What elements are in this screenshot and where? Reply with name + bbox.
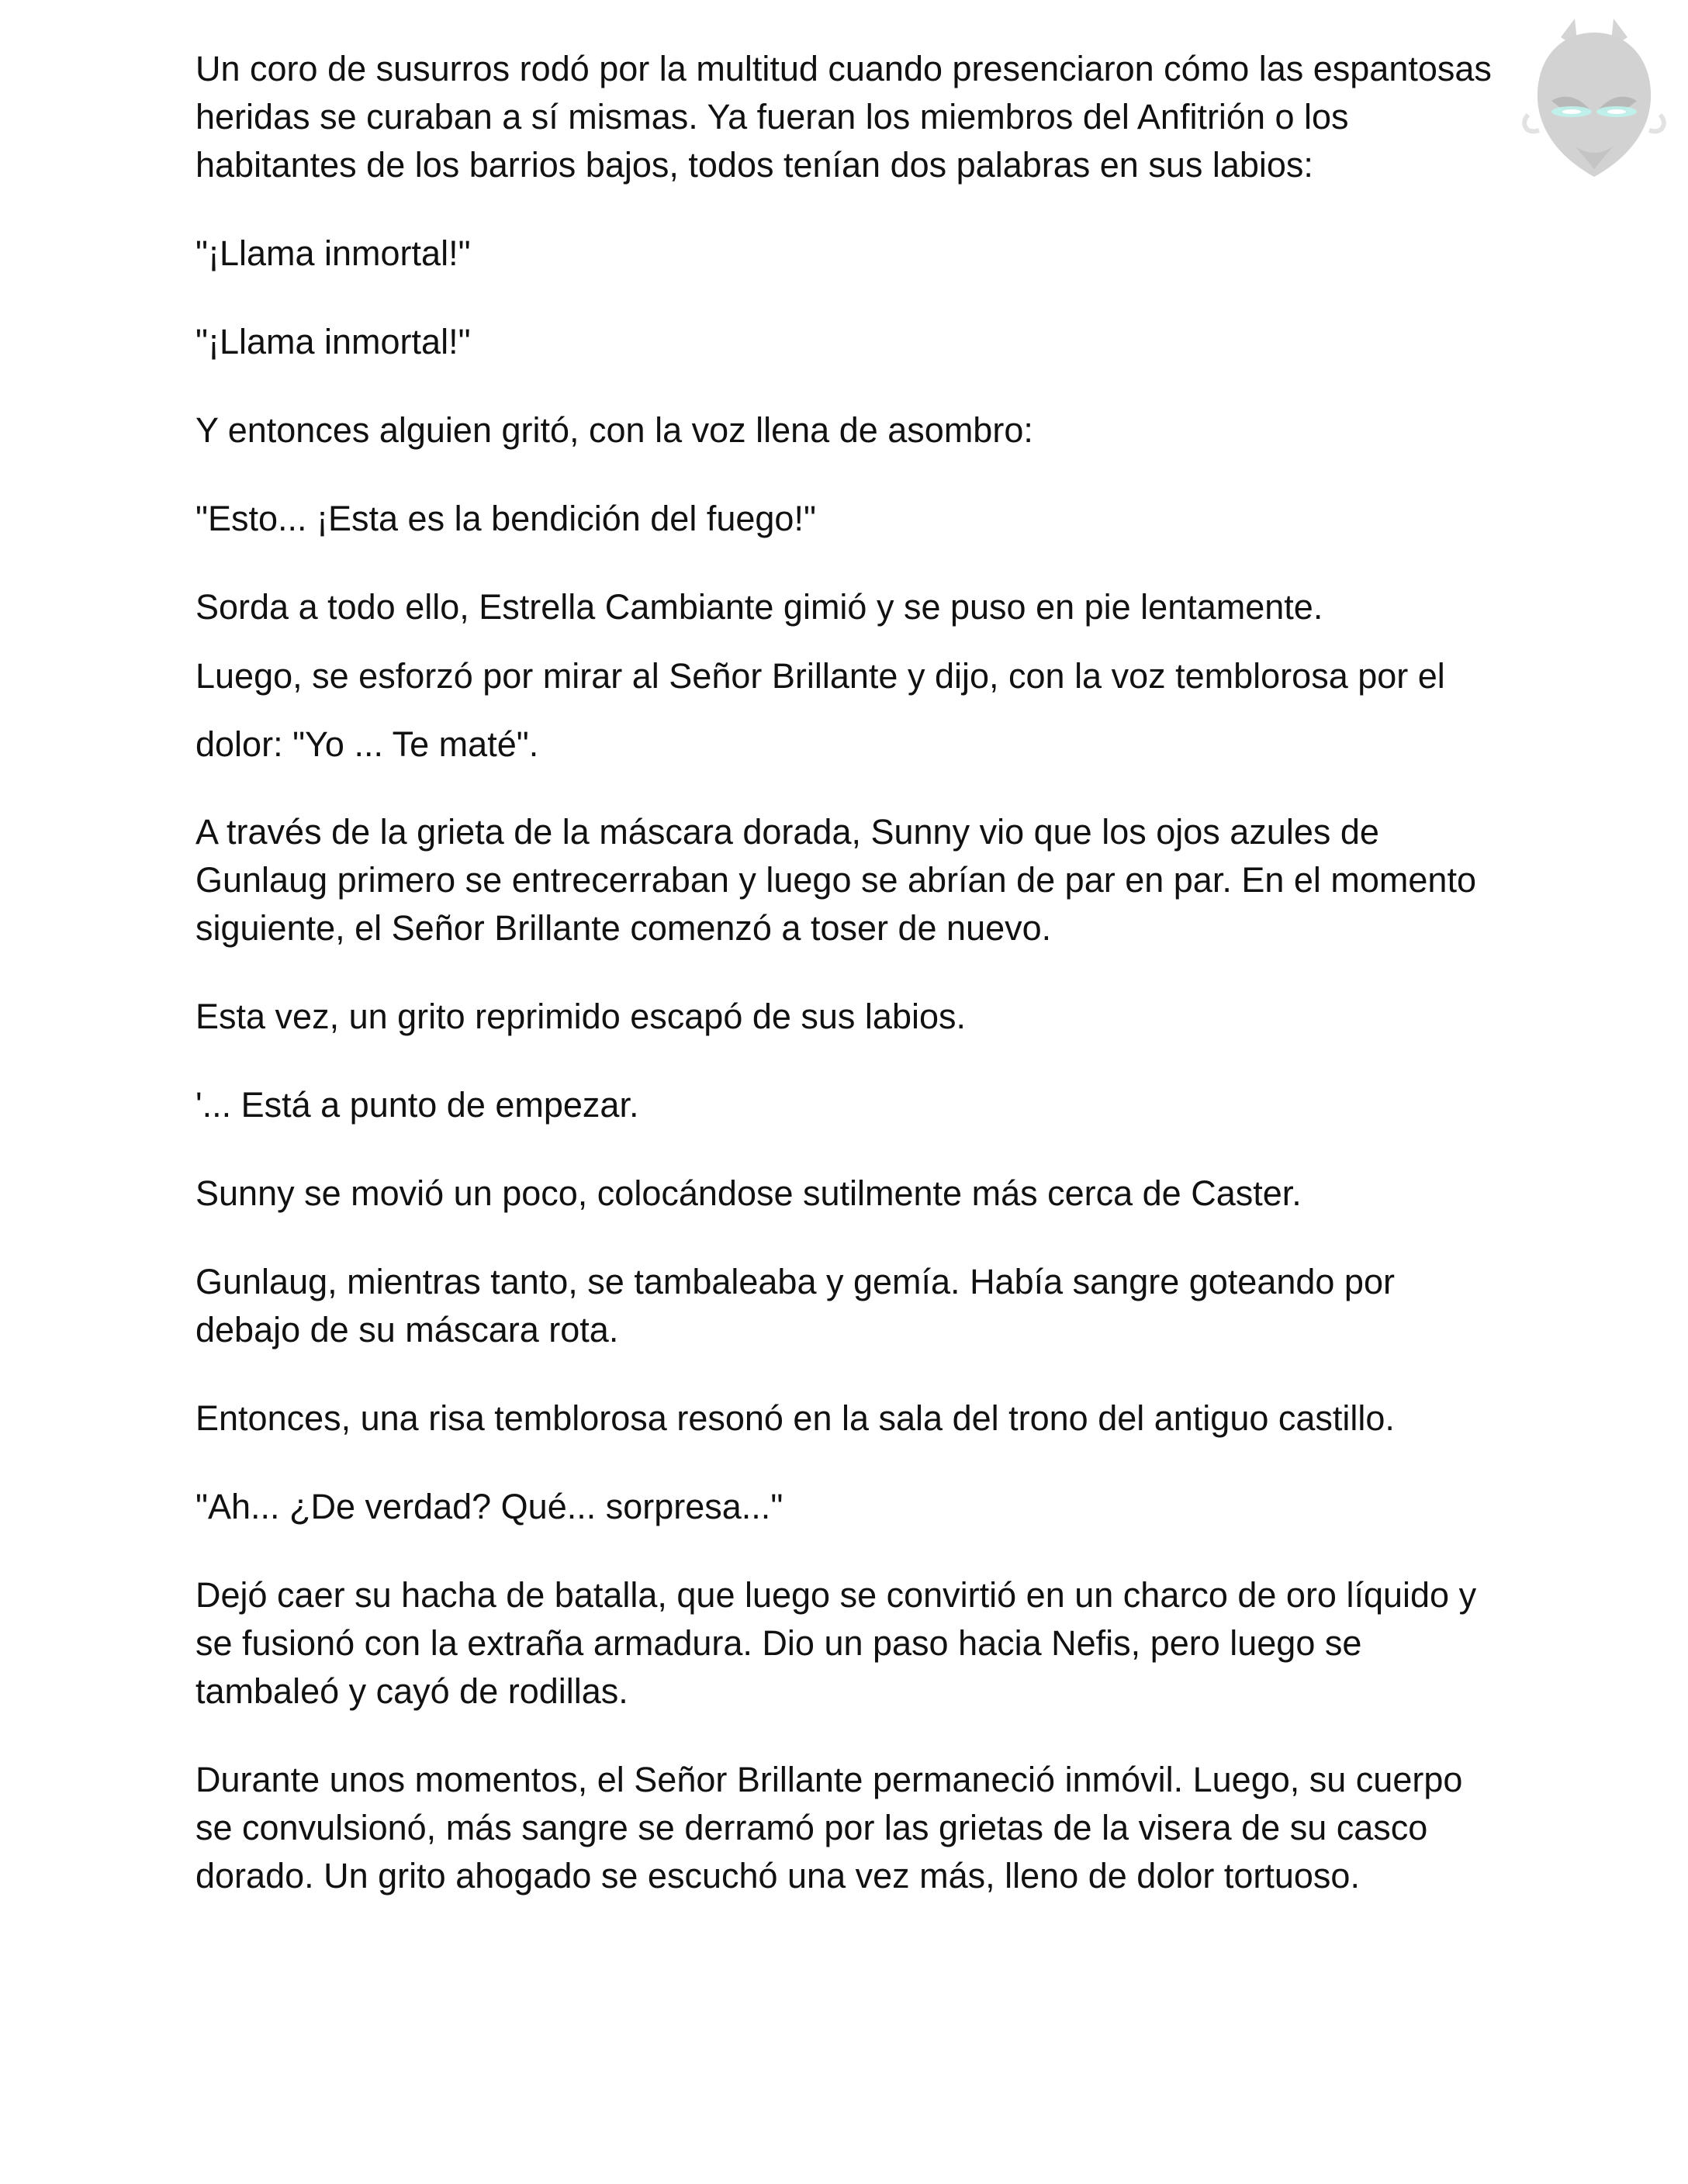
paragraph: Dejó caer su hacha de batalla, que luego se convirtió en un charco de oro líquido y se fusionó con la extraña armadura. Dio un paso hacia Nefis, pero luego se tambaleó y cayó de rodillas. <box>195 1575 1477 1711</box>
paragraph: "Esto... ¡Esta es la bendición del fuego!" <box>195 499 816 538</box>
paragraph: A través de la grieta de la máscara dorada, Sunny vio que los ojos azules de Gunlaug primero se entrecerraban y luego se abrían de par en par. En el momento siguiente, el Señor Brillante comenzó a toser de nuevo. <box>195 812 1476 948</box>
paragraph: '... Está a punto de empezar. <box>195 1085 639 1125</box>
paragraph: "¡Llama inmortal!" <box>195 233 471 273</box>
paragraph: Entonces, una risa temblorosa resonó en la sala del trono del antiguo castillo. <box>195 1398 1395 1438</box>
document-body <box>195 45 1499 1940</box>
demon-head-logo-icon <box>1520 14 1668 185</box>
paragraph: Esta vez, un grito reprimido escapó de sus labios. <box>195 997 967 1036</box>
paragraph: Gunlaug, mientras tanto, se tambaleaba y gemía. Había sangre goteando por debajo de su máscara rota. <box>195 1262 1395 1349</box>
paragraph: Sorda a todo ello, Estrella Cambiante gimió y se puso en pie lentamente. <box>195 587 1323 627</box>
paragraph: "Ah... ¿De verdad? Qué... sorpresa..." <box>195 1487 783 1526</box>
paragraph: Y entonces alguien gritó, con la voz llena de asombro: <box>195 410 1033 450</box>
paragraph: Luego, se esforzó por mirar al Señor Brillante y dijo, con la voz temblorosa por el dolor: "Yo ... Te maté". <box>195 656 1445 764</box>
paragraph: Durante unos momentos, el Señor Brillante permaneció inmóvil. Luego, su cuerpo se convulsionó, más sangre se derramó por las grietas de la visera de su casco dorado. Un grito ahogado se escuchó una vez más, lleno de dolor tortuoso. <box>195 1760 1463 1895</box>
paragraph: Sunny se movió un poco, colocándose sutilmente más cerca de Caster. <box>195 1173 1302 1213</box>
paragraph: "¡Llama inmortal!" <box>195 322 471 361</box>
paragraph: Un coro de susurros rodó por la multitud cuando presenciaron cómo las espantosas heridas se curaban a sí mismas. Ya fueran los miembros del Anfitrión o los habitantes de los barrios bajos, todos tenían dos palabras en sus labios: <box>195 49 1492 185</box>
